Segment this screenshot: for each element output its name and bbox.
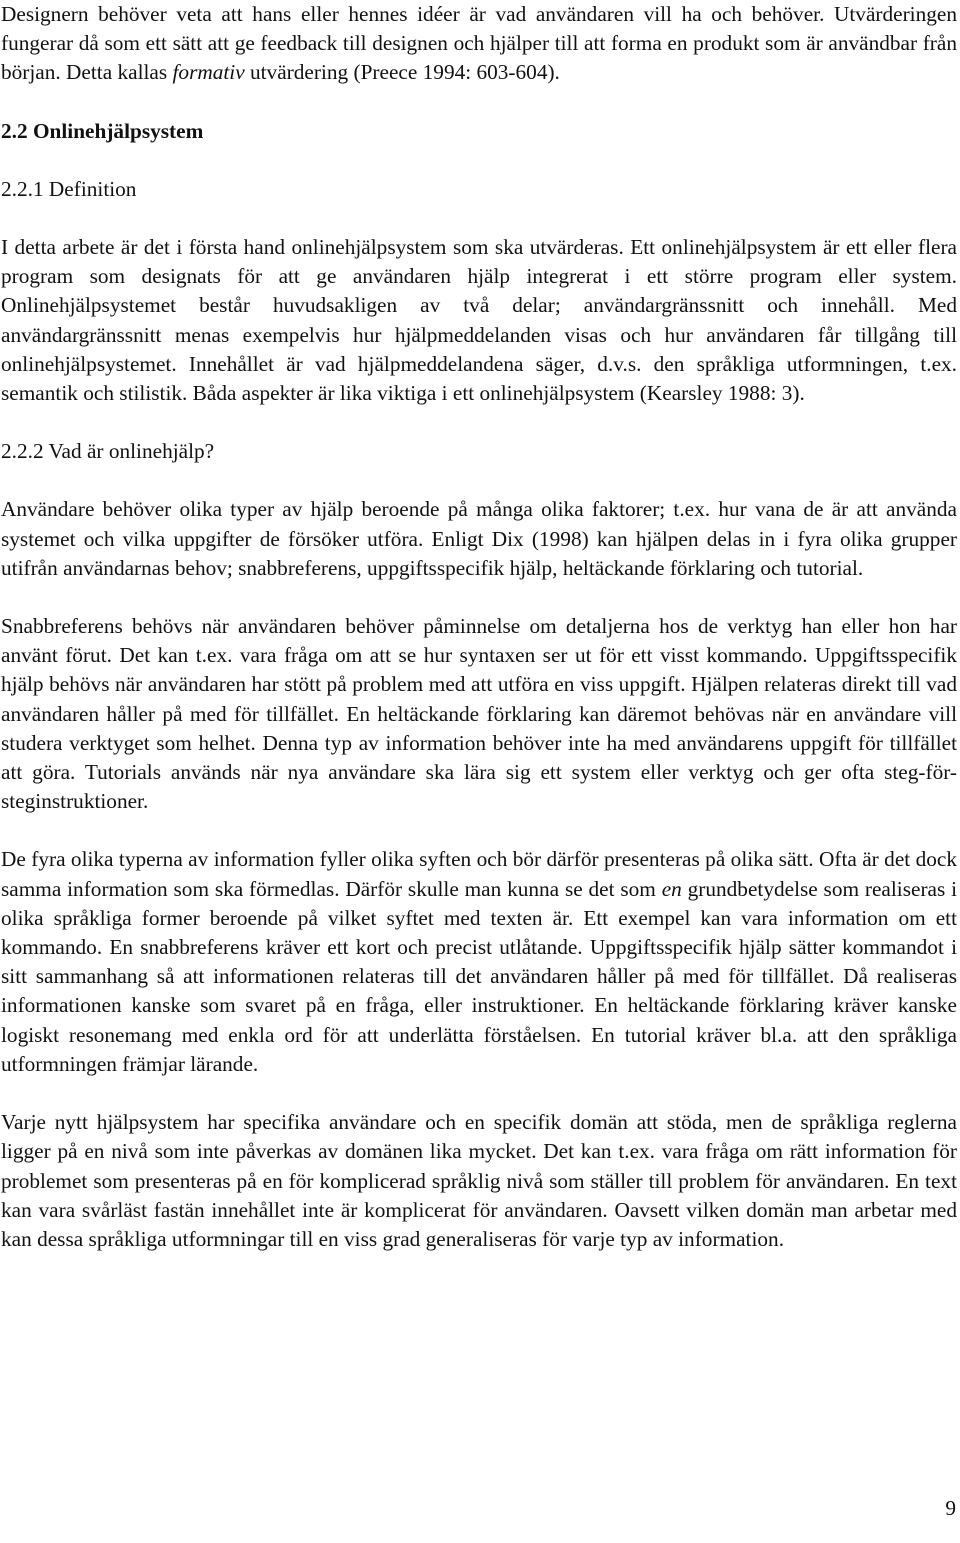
definition-paragraph: I detta arbete är det i första hand onlinehjälpsystem som ska utvärderas. Ett onlinehjälpsystem är ett eller flera program som designats för att ge användaren hjälp integrerat i ett större program eller system. Onlinehjälpsystemet består huvudsakligen av två delar; användargränssnitt och innehåll. Med användargränssnitt menas exempelvis hur hjälpmeddelanden visas och hur användaren får tillgång till onlinehjälpsystemet. Innehållet är vad hjälpmeddelandena säger, d.v.s. den språkliga utformningen, t.ex. semantik och stilistik. Båda aspekter är lika viktiga i ett onlinehjälpsystem (Kearsley 1988: 3). [1,235,957,406]
onlinehelp-paragraph-3 [1,845,957,1079]
intro-paragraph [1,0,957,88]
onlinehelp-paragraph-4: Varje nytt hjälpsystem har specifika användare och en specifik domän att stöda, men de språkliga reglerna ligger på en nivå som inte påverkas av domänen lika mycket. Det kan t.ex. vara fråga om rätt information för problemet som presenteras på en för komplicerad språklig nivå som ställer till problem för användaren. En text kan vara svårläst fastän innehållet inte är komplicerat för användaren. Oavsett vilken domän man arbetar med kan dessa språkliga utformningar till en viss grad generaliseras för varje typ av information. [1,1110,957,1251]
page-content [1,0,957,1254]
onlinehelp-paragraph-3-part1: De fyra olika typerna av information fyller olika syften och bör därför presenteras på olika sätt. Ofta är det dock samma information som ska förmedlas. Därför skulle man kunna se det som [1,847,957,901]
onlinehelp-paragraph-1: Användare behöver olika typer av hjälp beroende på många olika faktorer; t.ex. hur vana de är att använda systemet och vilka uppgifter de försöker utföra. Enligt Dix (1998) kan hjälpen delas in i fyra olika grupper utifrån användarnas behov; snabbreferens, uppgiftsspecifik hjälp, heltäckande förklaring och tutorial. [1,497,957,580]
section-heading: 2.2 Onlinehjälpsystem [1,118,204,143]
intro-text-part2: utvärdering (Preece 1994: 603-604). [244,60,560,85]
intro-emphasis: formativ [172,60,245,85]
subsection-heading-onlinehelp: 2.2.2 Vad är onlinehjälp? [1,439,215,464]
page-number: 9 [945,1496,956,1520]
onlinehelp-paragraph-3-emphasis: en [661,876,682,901]
onlinehelp-paragraph-3-part2: grundbetydelse som realiseras i olika språkliga former beroende på vilket syftet med texten är. Ett exempel kan vara information om ett kommando. En snabbreferens kräver ett kort och precist utlåtande. Uppgiftsspecifik hjälp sätter kommandot i sitt sammanhang så att informationen relateras till det användaren håller på med för tillfället. Då realiseras informationen kanske som svaret på en fråga, eller instruktioner. En heltäckande förklaring kräver kanske logiskt resonemang med enkla ord för att underlätta förståelsen. En tutorial kräver bl.a. att den språkliga utformningen främjar lärande. [1,876,958,1076]
subsection-heading-definition: 2.2.1 Definition [1,176,137,201]
onlinehelp-paragraph-2: Snabbreferens behövs när användaren behöver påminnelse om detaljerna hos de verktyg han eller hon har använt förut. Det kan t.ex. vara fråga om att se hur syntaxen ser ut för ett visst kommando. Uppgiftsspecifik hjälp behövs när användaren har stött på problem med att utföra en viss uppgift. Hjälpen relateras direkt till vad användaren håller på med för tillfället. En heltäckande förklaring kan däremot behövas när en användare vill studera verktyget som helhet. Denna typ av information behöver inte ha med användarens uppgift för tillfället att göra. Tutorials används när nya användare ska lära sig ett system eller verktyg och ger ofta steg-för-steginstruktioner. [1,614,957,814]
intro-text-part1: Designern behöver veta att hans eller hennes idéer är vad användaren vill ha och behöver. Utvärderingen fungerar då som ett sätt att ge feedback till designen och hjälper till att forma en produkt som är användbar från början. Detta kallas [1,2,957,85]
